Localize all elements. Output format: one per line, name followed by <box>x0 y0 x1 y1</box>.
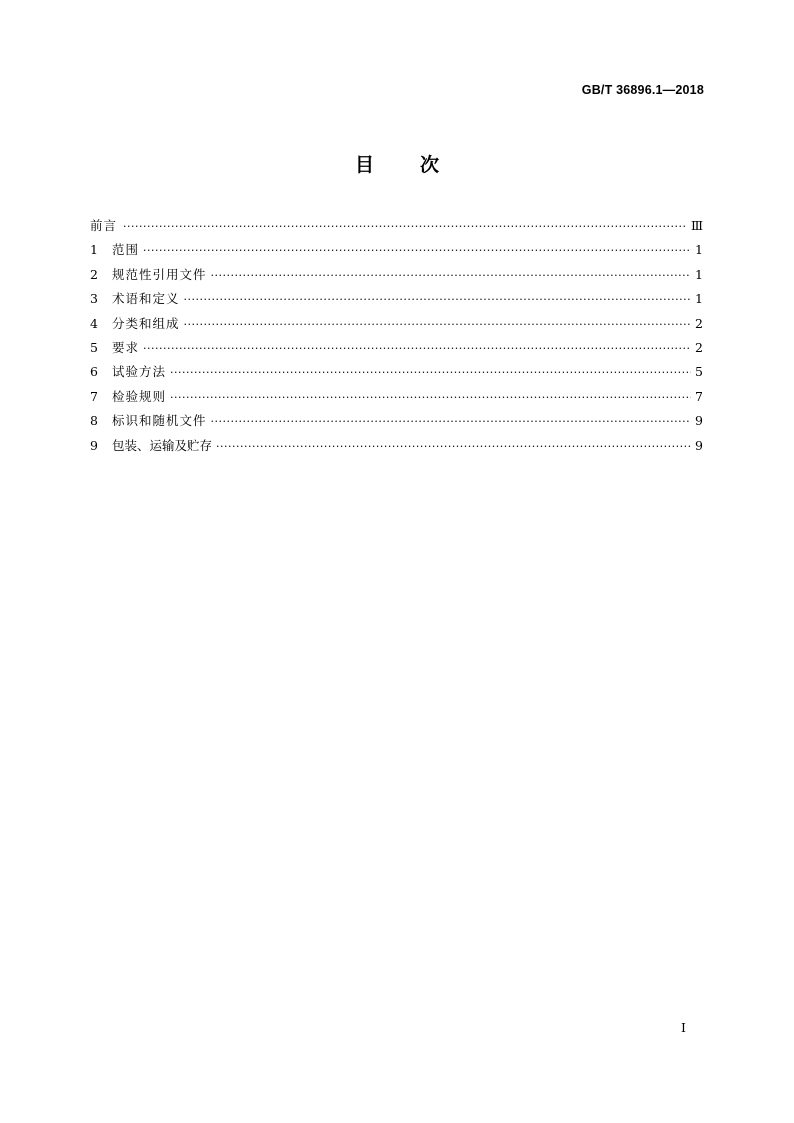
toc-dot-leader <box>123 218 687 236</box>
toc-entry-label: 术语和定义 <box>112 291 180 307</box>
toc-entry-page: 9 <box>695 413 703 429</box>
page-title: 目次 <box>354 154 485 176</box>
toc-dot-leader <box>184 291 692 309</box>
toc-dot-leader <box>143 242 691 260</box>
toc-entry-page: 9 <box>695 437 703 453</box>
toc-entry-page: 7 <box>695 388 703 404</box>
toc-entry-label: 包装、运输及贮存 <box>112 437 213 453</box>
page-number: I <box>681 1020 686 1035</box>
toc-entry-number: 7 <box>90 388 98 404</box>
toc-entry-test-methods[interactable] <box>90 363 703 387</box>
toc-entry-number: 9 <box>90 437 98 453</box>
toc-dot-leader <box>211 267 692 285</box>
toc-dot-leader <box>216 438 691 456</box>
toc-entry-number: 3 <box>90 291 98 307</box>
toc-entry-page: 2 <box>695 315 703 331</box>
toc-dot-leader <box>143 340 691 358</box>
toc-entry-label: 规范性引用文件 <box>112 266 207 282</box>
toc-entry-scope[interactable] <box>90 241 703 265</box>
toc-dot-leader <box>184 316 692 334</box>
toc-entry-label: 要求 <box>112 339 140 355</box>
toc-entry-number: 1 <box>90 242 98 258</box>
toc-entry-label: 标识和随机文件 <box>112 413 207 429</box>
toc-entry-label: 检验规则 <box>112 388 167 404</box>
toc-entry-page: 1 <box>695 266 703 282</box>
toc-entry-page: 2 <box>695 339 703 355</box>
toc-entry-number: 8 <box>90 413 98 429</box>
toc-entry-foreword[interactable] <box>90 217 703 241</box>
toc-entry-classification[interactable] <box>90 315 703 339</box>
toc-entry-number: 4 <box>90 315 98 331</box>
toc-entry-normative-references[interactable] <box>90 266 703 290</box>
toc-entry-label: 试验方法 <box>112 364 167 380</box>
toc-entry-number: 6 <box>90 364 98 380</box>
toc-entry-marking-documents[interactable] <box>90 412 703 436</box>
toc-dot-leader <box>170 364 691 382</box>
toc-entry-page: 1 <box>695 242 703 258</box>
toc-entry-page: 1 <box>695 291 703 307</box>
toc-entry-label: 分类和组成 <box>112 315 180 331</box>
toc-entry-number: 2 <box>90 266 98 282</box>
toc-dot-leader <box>170 389 691 407</box>
standard-code: GB/T 36896.1—2018 <box>581 83 704 97</box>
toc-entry-terms-definitions[interactable] <box>90 290 703 314</box>
toc-dot-leader <box>211 413 692 431</box>
table-of-contents <box>90 217 703 461</box>
toc-entry-requirements[interactable] <box>90 339 703 363</box>
toc-entry-label: 范围 <box>112 242 140 258</box>
toc-entry-label: 前言 <box>90 218 118 233</box>
toc-entry-page: 5 <box>695 364 703 380</box>
toc-entry-packaging-storage[interactable] <box>90 437 703 461</box>
toc-entry-number: 5 <box>90 339 98 355</box>
toc-entry-inspection-rules[interactable] <box>90 388 703 412</box>
toc-entry-page: Ⅲ <box>690 218 703 233</box>
